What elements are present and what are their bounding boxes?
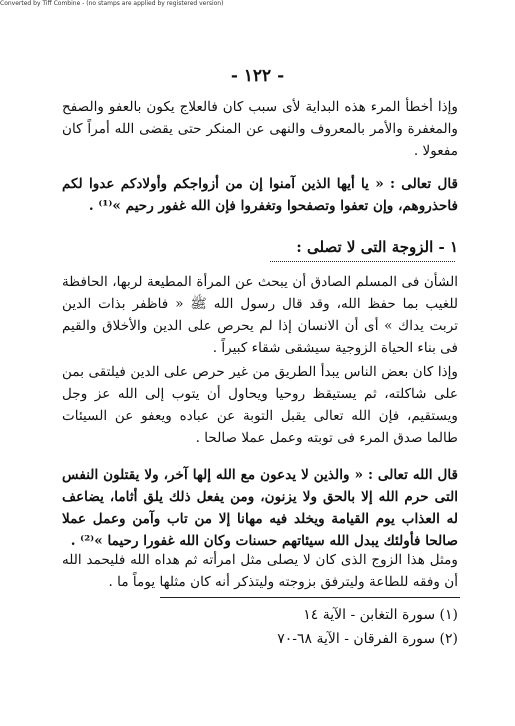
paragraph-text: وإذا أخطأ المرء هذه البداية لأى سبب كان فالعلاج يكون بالعفو والصفح والمغفرة والأمر بالمعروف والنهى عن المنكر حتى يقضى الله أمراً كان مفعولا . [62,99,458,159]
converter-banner: Converted by Tiff Combine - (no stamps are applied by registered version) [0,0,224,7]
paragraph-text: ومثل هذا الزوج الذى كان لا يصلى مثل امرأته ثم هداه الله فليحمد الله أن وفقه للطاعة وليترفق بزوجته وليتذكر أنه كان مثلها يوماً ما . [62,552,458,590]
paragraph-text: وإذا كان بعض الناس يبدأ الطريق من غير حرص على الدين فيلتقى بمن على شاكلته، ثم يستيقظ روحيا ويحاول أن يتوب إلى الله عز وجل ويستقيم، فإن الله تعالى يقبل التوبة عن عباده ويعفو عن السيئات طالما صدق المرء فى توبته وعمل عملا صالحا . [62,364,458,446]
heading-underline [270,261,455,262]
paragraph-choosing-wife [62,271,458,359]
paragraph-text: الشأن فى المسلم الصادق أن يبحث عن المرأة المطيعة لربها، الحافظة للغيب بما حفظ الله، وقد قال رسول الله ﷺ « فاظفر بذات الدين تربت يداك » أى أن الانسان إذا لم يحرص على الدين والأخلاق والقيم فى بناء الحياة الزوجية سيشقى شقاء كبيراً . [62,274,458,356]
quran-verse-furqan [62,464,458,552]
quran-verse-taghabun [62,173,458,217]
footnotes [200,603,458,651]
footnote-divider [160,597,460,598]
footnote-1: (١) سورة التغابن - الآية ١٤ [303,607,458,623]
paragraph-text: قال تعالى : « يا أيها الذين آمنوا إن من أزواجكم وأولادكم عدوا لكم فاحذروهم، وإن تعفوا وتصفحوا وتغفروا فإن الله غفور رحيم »⁽¹⁾ . [62,176,458,214]
paragraph-text: قال الله تعالى : « والذين لا يدعون مع الله إلها آخر، ولا يقتلون النفس التى حرم الله إلا بالحق ولا يزنون، ومن يفعل ذلك يلق أثاما، يضاعف له العذاب يوم القيامة ويخلد فيه مهانا إلا من تاب وآمن وعمل عملا صالحا فأولئك يبدل الله سيئاتهم حسنات وكان الله غفورا رحيما »⁽²⁾ . [62,467,458,549]
paragraph-forgiveness [62,96,458,162]
paragraph-conclusion [62,549,458,593]
footnote-2: (٢) سورة الفرقان - الآية ٦٨-٧٠ [277,631,458,647]
page-number: - ١٢٢ - [230,66,285,86]
paragraph-repentance [62,361,458,449]
section-heading: ١ - الزوجة التى لا تصلى : [296,238,458,256]
